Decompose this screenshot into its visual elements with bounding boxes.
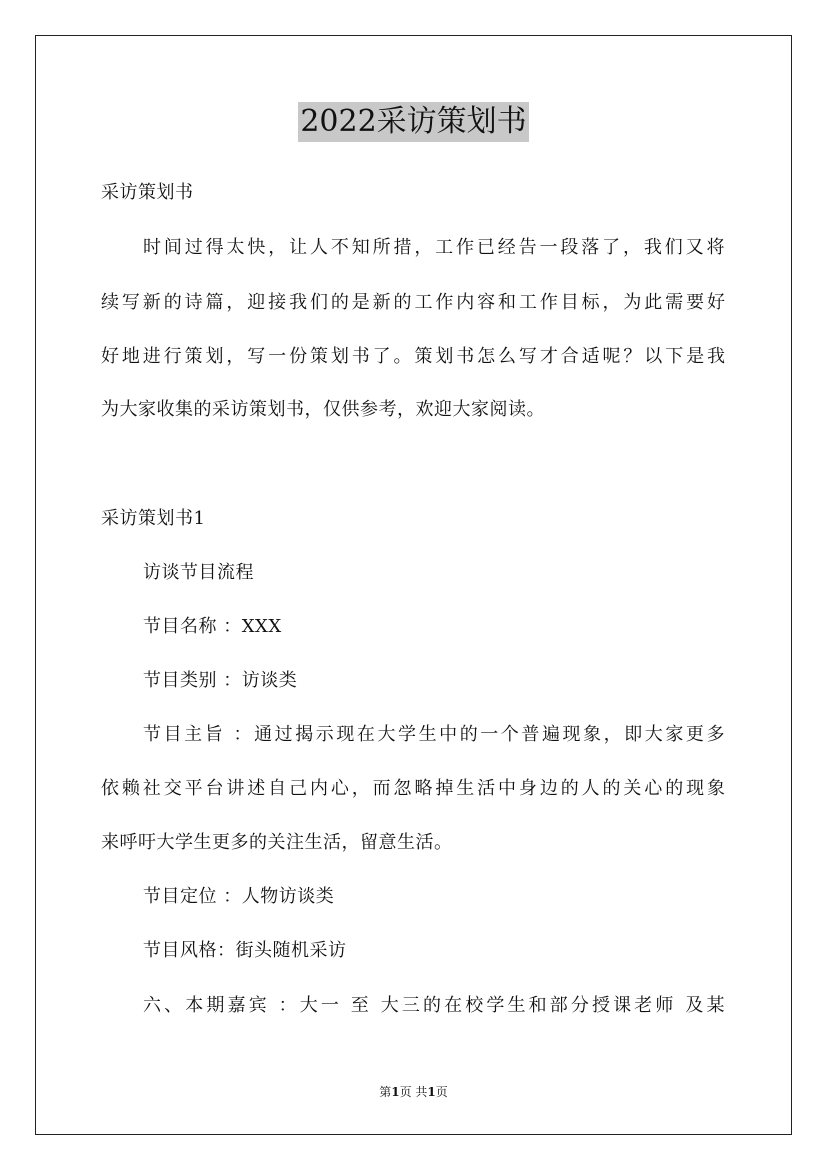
purpose-line-2: 依赖社交平台讲述自己内心，而忽略掉生活中身边的人的关心的现象: [101, 778, 725, 799]
footer-page-number: 1: [391, 1085, 400, 1099]
guests-line: [143, 994, 725, 1018]
program-position: 节目定位 ：人物访谈类: [143, 886, 335, 907]
footer-page-total: 1: [427, 1085, 436, 1099]
intro-line-3: 好地进行策划，写一份策划书了。策划书怎么写才合适呢？以下是我: [101, 346, 725, 367]
intro-line-1: [143, 236, 725, 260]
intro-line-1-text: 时间过得太快，让人不知所措，工作已经告一段落了，我们又将: [143, 237, 725, 258]
section-heading: 采访策划书1: [101, 508, 206, 529]
program-style: 节目风格：街头随机采访: [143, 940, 347, 961]
document-title: 2022采访策划书: [298, 102, 528, 142]
purpose-line-1: [143, 723, 725, 747]
flow-title: 访谈节目流程: [143, 562, 254, 583]
footer-page-prefix: 第: [379, 1085, 392, 1099]
title-container: [0, 102, 827, 142]
footer-page-suffix: 页: [435, 1085, 448, 1099]
intro-line-4: 为大家收集的采访策划书，仅供参考，欢迎大家阅读。: [101, 399, 545, 420]
purpose-line-1-text: 节目主旨 ：通过揭示现在大学生中的一个普遍现象，即大家更多: [143, 724, 725, 745]
subtitle: 采访策划书: [101, 182, 194, 203]
page-footer: [0, 1084, 827, 1100]
program-name: 节目名称 ：XXX: [143, 616, 282, 637]
intro-line-2: 续写新的诗篇，迎接我们的是新的工作内容和工作目标，为此需要好: [101, 292, 725, 313]
guests-line-text: 六、本期嘉宾 ：大一 至 大三的在校学生和部分授课老师 及某: [143, 995, 725, 1016]
footer-page-mid: 页 共: [399, 1085, 428, 1099]
program-type: 节目类别 ：访谈类: [143, 670, 298, 691]
purpose-line-3: 来呼吁大学生更多的关注生活，留意生活。: [101, 832, 453, 853]
